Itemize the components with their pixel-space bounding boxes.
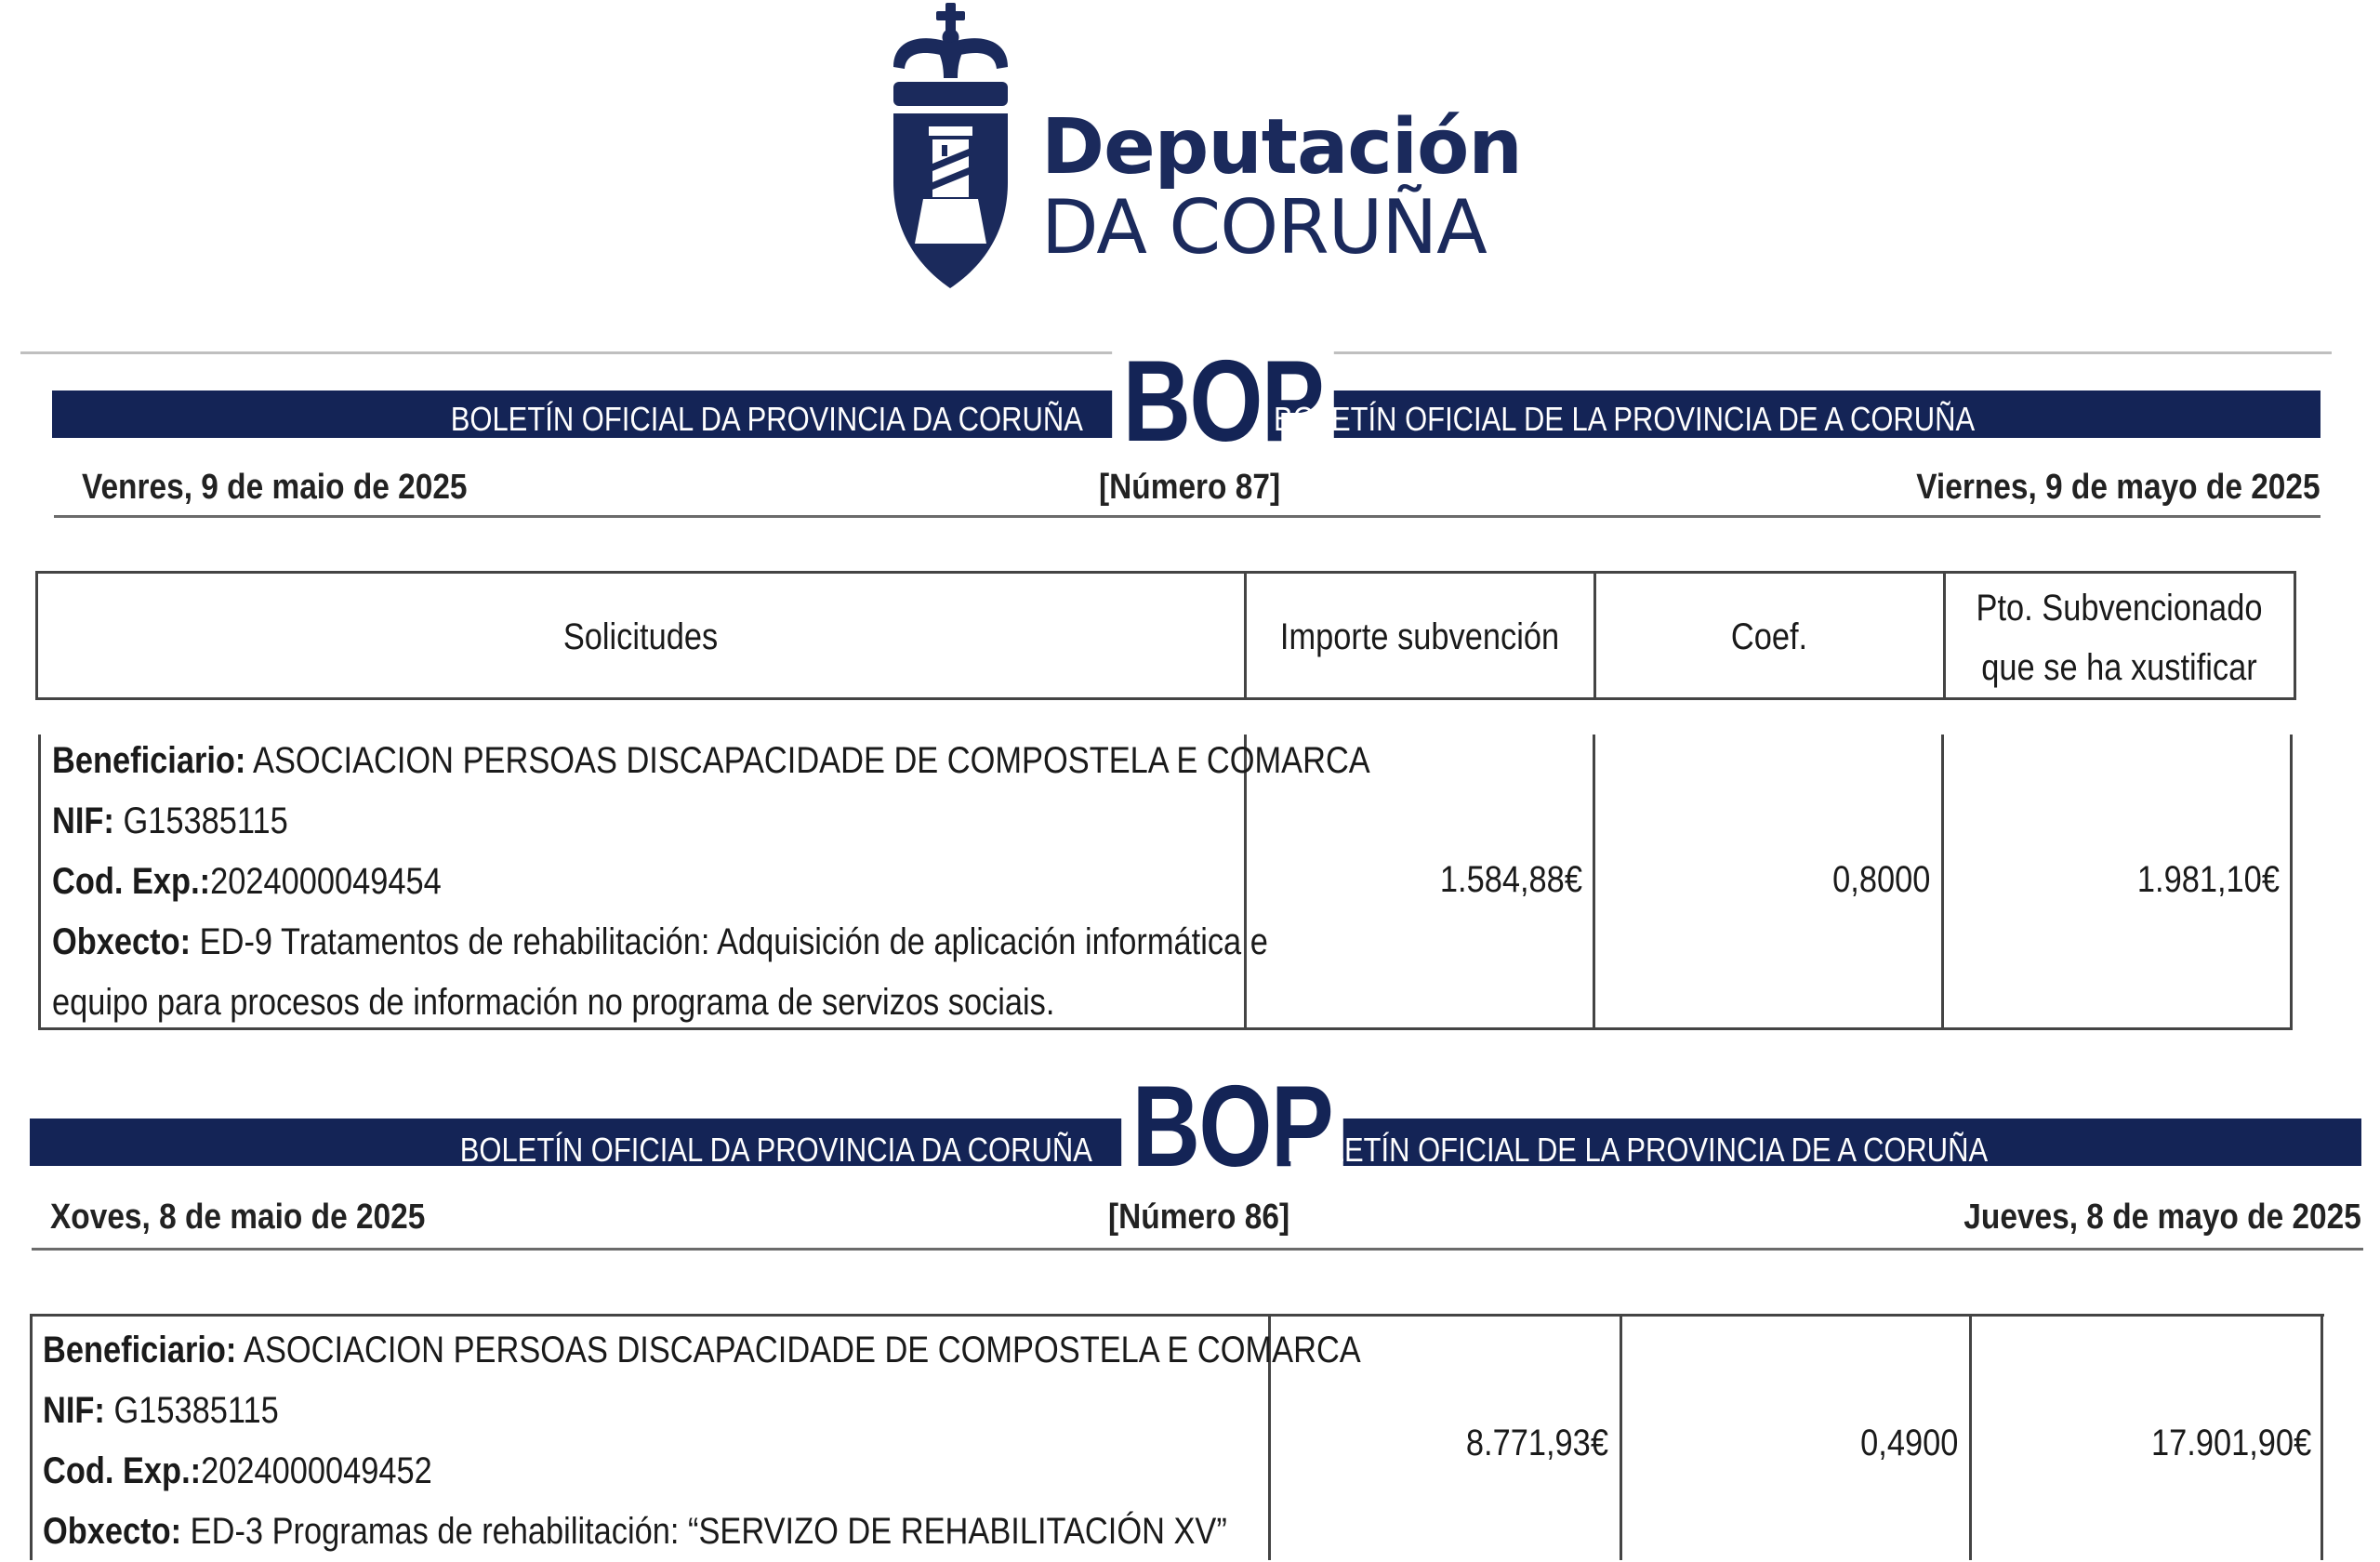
- bulletin-number: [Número 87]: [1099, 468, 1281, 507]
- header-coef: Coef.: [1730, 616, 1808, 657]
- bulletin-number: [Número 86]: [1108, 1198, 1290, 1237]
- band-title-es: BOLETÍN OFICIAL DE LA PROVINCIA DE A CORUÑA: [1287, 1131, 1989, 1169]
- importe-value: 1.584,88€: [1439, 859, 1582, 900]
- header-pto-line1: Pto. Subvencionado: [1976, 588, 2263, 629]
- crown-shield-icon: [888, 0, 1013, 290]
- band-title-gl: BOLETÍN OFICIAL DA PROVINCIA DA CORUÑA: [459, 1131, 1092, 1169]
- header-importe: Importe subvención: [1279, 616, 1560, 657]
- nif-value: G15385115: [113, 1390, 279, 1431]
- nif-value: G15385115: [123, 801, 288, 841]
- date-spanish: Viernes, 9 de mayo de 2025: [1916, 468, 2320, 507]
- obxecto-value: ED-9 Tratamentos de rehabilitación: Adquisición de aplicación informática e: [199, 921, 1268, 962]
- pto-value: 1.981,10€: [2136, 859, 2280, 900]
- dateline-rule: [32, 1248, 2363, 1251]
- bop-logo: BOP: [1112, 344, 1333, 459]
- bop-logo: BOP: [1121, 1069, 1342, 1185]
- obxecto-value: ED-3 Programas de rehabilitación: “SERVIZO DE REHABILITACIÓN XV”: [190, 1511, 1227, 1552]
- logo-title: Deputación: [1041, 103, 1522, 192]
- row-details: Beneficiario: ASOCIACION PERSOAS DISCAPACIDADE DE COMPOSTELA E COMARCA NIF: G15385115 Cod. Exp.:2024000049454 Obxecto: ED-9 Tratamentos de rehabilitación: Adquisición de aplicación informática e equipo para procesos de información no programa de servizos sociais.: [52, 731, 1585, 1033]
- date-spanish: Jueves, 8 de mayo de 2025: [1964, 1198, 2361, 1237]
- obxecto-value-cont: equipo para procesos de información no programa de servizos sociais.: [52, 982, 1055, 1023]
- header-pto-line2: que se ha xustificar: [1981, 647, 2257, 688]
- row-details: Beneficiario: ASOCIACION PERSOAS DISCAPACIDADE DE COMPOSTELA E COMARCA NIF: G15385115 Cod. Exp.:2024000049452 Obxecto: ED-3 Programas de rehabilitación: “SERVIZO DE REHABILITACIÓN XV”: [43, 1330, 1361, 1552]
- date-galician: Xoves, 8 de maio de 2025: [50, 1198, 426, 1237]
- cod-exp-value: 2024000049452: [201, 1450, 432, 1491]
- pto-value: 17.901,90€: [2150, 1423, 2311, 1463]
- importe-value: 8.771,93€: [1465, 1423, 1608, 1463]
- header-solicitudes: Solicitudes: [562, 616, 719, 657]
- beneficiario-value: ASOCIACION PERSOAS DISCAPACIDADE DE COMPOSTELA E COMARCA: [253, 740, 1370, 781]
- logo-subtitle: DA CORUÑA: [1041, 184, 1487, 271]
- coef-value: 0,8000: [1831, 859, 1930, 900]
- cod-exp-value: 2024000049454: [210, 861, 442, 902]
- date-galician: Venres, 9 de maio de 2025: [82, 468, 468, 507]
- band-title-es: BOLETÍN OFICIAL DE LA PROVINCIA DE A CORUÑA: [1274, 400, 1976, 438]
- coef-value: 0,4900: [1859, 1423, 1958, 1463]
- dateline-rule: [54, 515, 2320, 518]
- band-title-gl: BOLETÍN OFICIAL DA PROVINCIA DA CORUÑA: [450, 400, 1083, 438]
- beneficiario-value: ASOCIACION PERSOAS DISCAPACIDADE DE COMPOSTELA E COMARCA: [244, 1330, 1361, 1370]
